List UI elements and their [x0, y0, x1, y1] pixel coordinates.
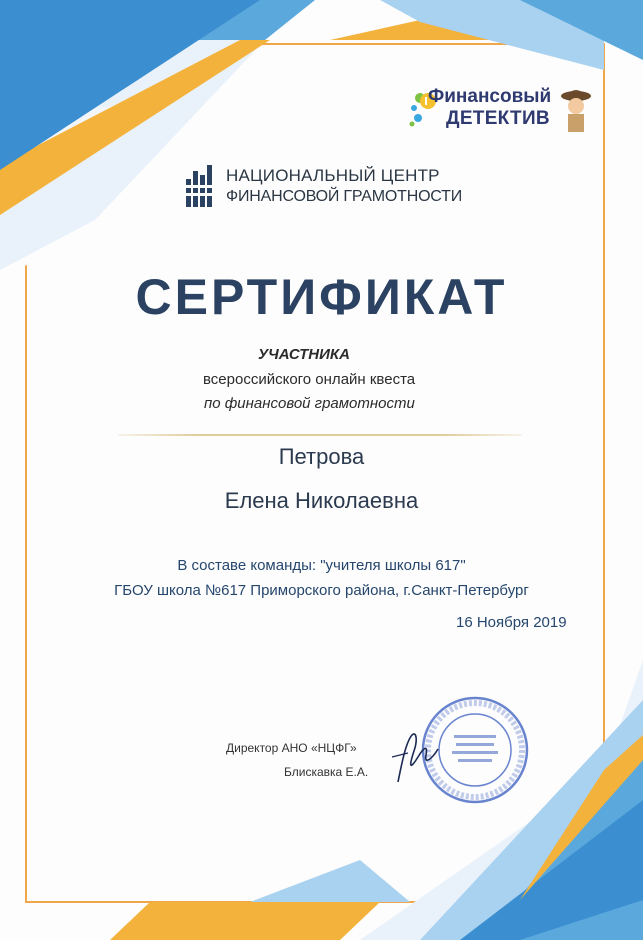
team-line: В составе команды: "учителя школы 617"	[177, 557, 466, 574]
recipient-surname: Петрова	[278, 444, 365, 469]
org-bars-icon	[186, 165, 212, 207]
quest-logo-line2: ДЕТЕКТИВ	[446, 108, 550, 129]
director-name: Блискавка Е.А.	[284, 765, 369, 779]
quest-logo-line1: Финансовый	[428, 86, 552, 107]
certificate-role: УЧАСТНИКА	[258, 346, 350, 363]
divider-line	[118, 434, 522, 436]
signature	[388, 727, 448, 787]
org-name-line2: ФИНАНСОВОЙ ГРАМОТНОСТИ	[226, 188, 463, 205]
school-line: ГБОУ школа №617 Приморского района, г.Санкт-Петербург	[114, 582, 529, 599]
recipient-given-names: Елена Николаевна	[224, 488, 419, 513]
certificate-title: СЕРТИФИКАТ	[135, 269, 508, 325]
issue-date: 16 Ноября 2019	[456, 614, 567, 631]
org-logo	[186, 165, 462, 207]
event-description-line2: по финансовой грамотности	[204, 395, 415, 412]
detective-icon	[561, 90, 591, 132]
org-name-line1: НАЦИОНАЛЬНЫЙ ЦЕНТР	[226, 166, 440, 185]
event-description-line1: всероссийского онлайн квеста	[203, 371, 416, 388]
director-title: Директор АНО «НЦФГ»	[226, 741, 357, 755]
